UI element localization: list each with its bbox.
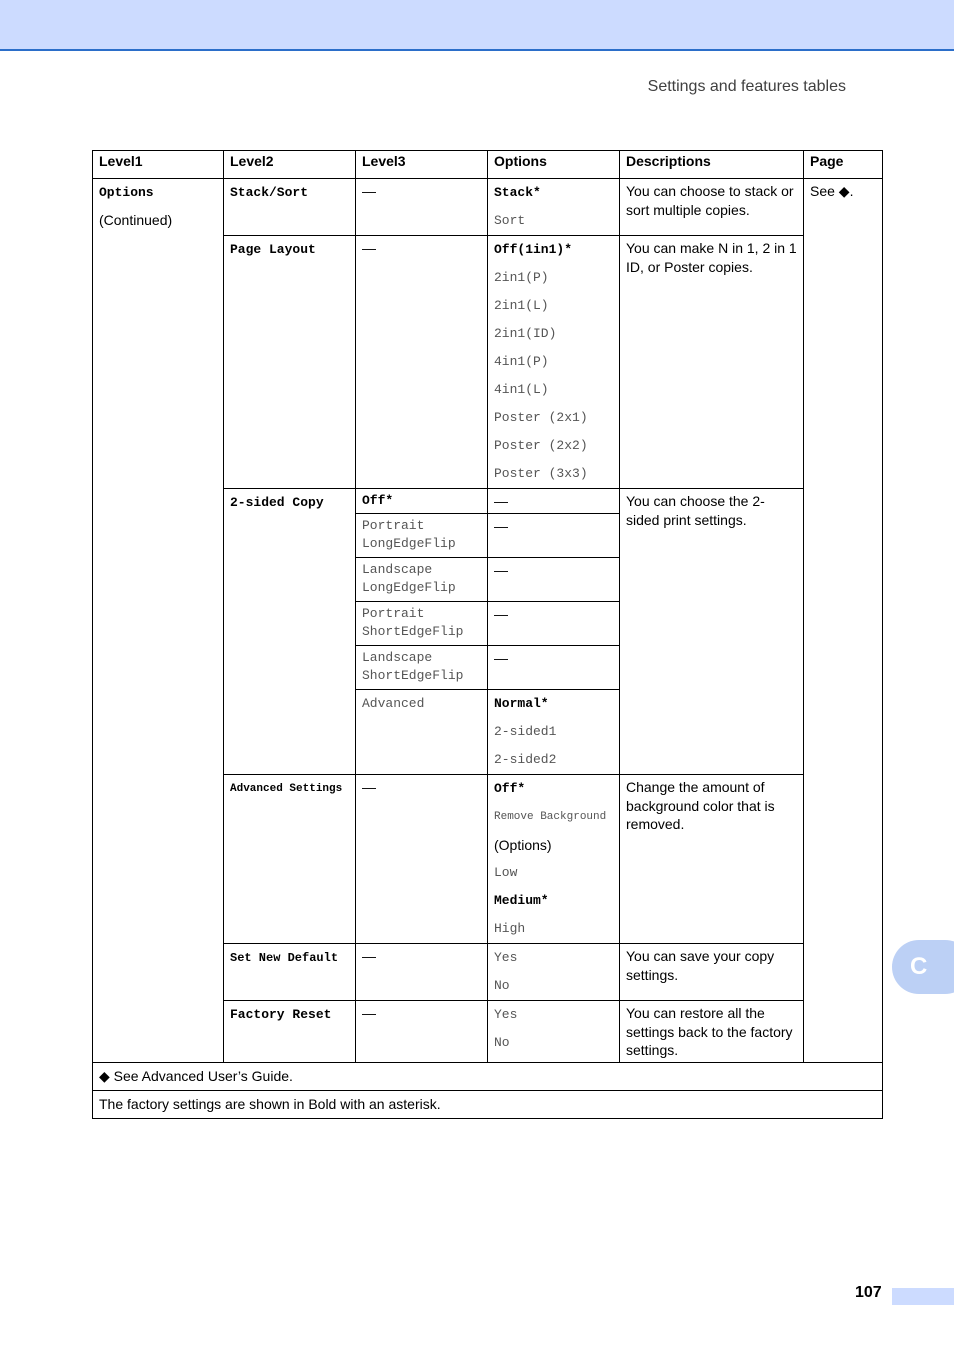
option-item: 4in1(L)	[494, 382, 549, 397]
description-two-sided: You can choose the 2-sided print settings.	[620, 489, 804, 775]
level3-advanced: Advanced	[356, 690, 488, 775]
options-set-new-default	[488, 944, 620, 1001]
table-note-row	[93, 1091, 883, 1119]
page-number-bar	[892, 1288, 954, 1305]
header-level2: Level2	[224, 151, 356, 179]
level3-dash: —	[356, 1001, 488, 1063]
description-set-new-default: You can save your copy settings.	[620, 944, 804, 1001]
option-item: 4in1(P)	[494, 354, 549, 369]
option-item: 2-sided2	[494, 752, 557, 767]
level1-continued: (Continued)	[99, 212, 173, 228]
level3-landscape-short: Landscape ShortEdgeFlip	[356, 646, 488, 690]
option-item: Poster (2x2)	[494, 438, 588, 453]
note-advanced-guide: ◆ See Advanced User’s Guide.	[93, 1063, 883, 1091]
level3-portrait-long: Portrait LongEdgeFlip	[356, 514, 488, 558]
level2-factory-reset: Factory Reset	[224, 1001, 356, 1063]
option-item: 2-sided1	[494, 724, 557, 739]
level3-off: Off*	[356, 489, 488, 514]
description-factory-reset: You can restore all the settings back to the factory settings.	[620, 1001, 804, 1063]
level1-name: Options	[99, 185, 154, 200]
level3-dash: —	[356, 775, 488, 944]
option-dash: —	[488, 489, 620, 514]
description-advanced-settings: Change the amount of background color that is removed.	[620, 775, 804, 944]
page-header-title: Settings and features tables	[647, 78, 846, 95]
option-item: Poster (3x3)	[494, 466, 588, 481]
page-cell: See ◆.	[804, 179, 883, 1063]
option-item: Remove Background	[494, 811, 607, 823]
option-item: Low	[494, 865, 518, 880]
option-item: Off(1in1)*	[494, 242, 573, 257]
level3-dash: —	[356, 944, 488, 1001]
option-item: Sort	[494, 213, 526, 228]
appendix-tab-c: C	[892, 940, 954, 994]
header-options: Options	[488, 151, 620, 179]
option-dash: —	[488, 602, 620, 646]
option-item: No	[494, 1035, 510, 1050]
option-dash: —	[488, 514, 620, 558]
options-advanced-settings	[488, 775, 620, 944]
option-item: 2in1(P)	[494, 270, 549, 285]
description-stack-sort: You can choose to stack or sort multiple copies.	[620, 179, 804, 236]
top-banner	[0, 0, 954, 51]
level2-page-layout: Page Layout	[224, 236, 356, 489]
level2-two-sided-copy: 2-sided Copy	[224, 489, 356, 775]
option-item: Stack*	[494, 185, 541, 200]
option-item: Poster (2x1)	[494, 410, 588, 425]
level2-stack-sort: Stack/Sort	[224, 179, 356, 236]
table-header-row	[93, 151, 883, 179]
table-note-row	[93, 1063, 883, 1091]
level3-portrait-short: Portrait ShortEdgeFlip	[356, 602, 488, 646]
settings-table-container	[92, 150, 883, 1119]
option-item: No	[494, 978, 510, 993]
header-level1: Level1	[93, 151, 224, 179]
option-item: 2in1(ID)	[494, 326, 557, 341]
options-advanced	[488, 690, 620, 775]
option-group-label: (Options)	[494, 837, 552, 853]
option-dash: —	[488, 646, 620, 690]
options-stack-sort	[488, 179, 620, 236]
settings-table	[92, 150, 883, 1119]
header-page: Page	[804, 151, 883, 179]
level2-set-new-default: Set New Default	[224, 944, 356, 1001]
level1-cell	[93, 179, 224, 1063]
option-item: Normal*	[494, 696, 549, 711]
header-level3: Level3	[356, 151, 488, 179]
options-factory-reset	[488, 1001, 620, 1063]
option-item: Off*	[494, 781, 526, 796]
option-item: Medium*	[494, 893, 549, 908]
option-item: High	[494, 921, 526, 936]
options-page-layout	[488, 236, 620, 489]
option-item: Yes	[494, 1007, 518, 1022]
option-dash: —	[488, 558, 620, 602]
option-item: 2in1(L)	[494, 298, 549, 313]
level3-landscape-long: Landscape LongEdgeFlip	[356, 558, 488, 602]
level3-dash: —	[356, 179, 488, 236]
option-item: Yes	[494, 950, 518, 965]
note-factory-settings: The factory settings are shown in Bold with an asterisk.	[93, 1091, 883, 1119]
header-descriptions: Descriptions	[620, 151, 804, 179]
table-row	[93, 179, 883, 236]
page-number: 107	[855, 1284, 882, 1301]
level3-dash: —	[356, 236, 488, 489]
description-page-layout: You can make N in 1, 2 in 1 ID, or Poster copies.	[620, 236, 804, 489]
level2-advanced-settings: Advanced Settings	[224, 775, 356, 944]
